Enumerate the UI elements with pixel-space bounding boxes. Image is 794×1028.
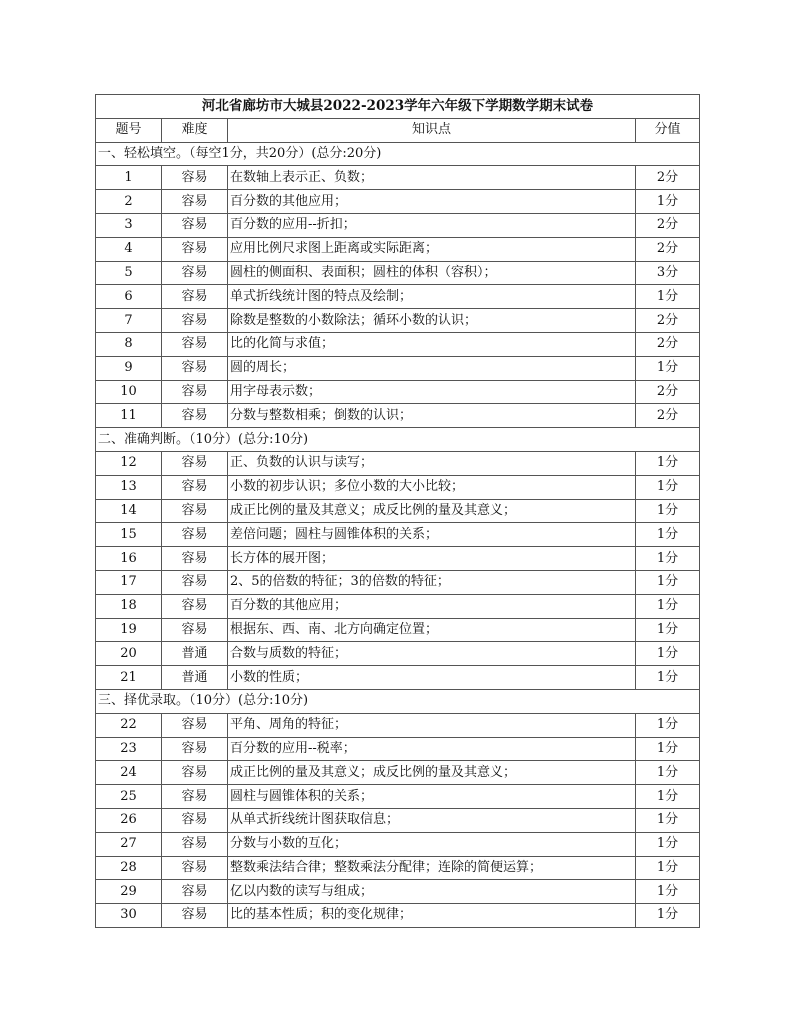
score-cell: 1分 [636,547,700,571]
knowledge-point-cell: 小数的初步认识；多位小数的大小比较； [228,475,636,499]
difficulty-cell: 容易 [162,166,228,190]
score-cell: 1分 [636,475,700,499]
difficulty-cell: 容易 [162,785,228,809]
difficulty-cell: 容易 [162,618,228,642]
knowledge-point-cell: 百分数的应用--税率； [228,737,636,761]
difficulty-cell: 容易 [162,856,228,880]
score-cell: 1分 [636,356,700,380]
score-cell: 1分 [636,713,700,737]
table-row [96,499,700,523]
score-cell: 1分 [636,808,700,832]
table-row [96,404,700,428]
score-cell: 2分 [636,213,700,237]
table-row [96,261,700,285]
difficulty-cell: 容易 [162,570,228,594]
table-row [96,547,700,571]
header-number: 题号 [96,118,162,142]
table-row [96,594,700,618]
table-row [96,475,700,499]
score-cell: 1分 [636,642,700,666]
difficulty-cell: 容易 [162,594,228,618]
question-number: 17 [96,570,162,594]
difficulty-cell: 容易 [162,547,228,571]
question-number: 22 [96,713,162,737]
difficulty-cell: 容易 [162,380,228,404]
difficulty-cell: 容易 [162,309,228,333]
question-number: 24 [96,761,162,785]
difficulty-cell: 容易 [162,832,228,856]
score-cell: 1分 [636,190,700,214]
question-number: 14 [96,499,162,523]
difficulty-cell: 容易 [162,523,228,547]
knowledge-point-cell: 单式折线统计图的特点及绘制； [228,285,636,309]
table-row [96,570,700,594]
question-number: 3 [96,213,162,237]
question-number: 19 [96,618,162,642]
difficulty-cell: 普通 [162,666,228,690]
score-cell: 2分 [636,309,700,333]
question-number: 4 [96,237,162,261]
table-row [96,856,700,880]
score-cell: 1分 [636,285,700,309]
table-row [96,880,700,904]
score-cell: 2分 [636,332,700,356]
table-row [96,832,700,856]
difficulty-cell: 容易 [162,761,228,785]
knowledge-point-cell: 在数轴上表示正、负数； [228,166,636,190]
question-number: 23 [96,737,162,761]
difficulty-cell: 容易 [162,808,228,832]
knowledge-point-cell: 圆柱与圆锥体积的关系； [228,785,636,809]
question-number: 21 [96,666,162,690]
section-heading: 一、轻松填空。（每空1分，共20分）(总分:20分) [96,142,700,166]
score-cell: 1分 [636,761,700,785]
table-row [96,618,700,642]
question-number: 7 [96,309,162,333]
difficulty-cell: 容易 [162,190,228,214]
score-cell: 1分 [636,523,700,547]
knowledge-point-cell: 用字母表示数； [228,380,636,404]
difficulty-cell: 容易 [162,737,228,761]
knowledge-point-cell: 长方体的展开图； [228,547,636,571]
section-row [96,142,700,166]
question-number: 27 [96,832,162,856]
header-row [96,118,700,142]
knowledge-point-cell: 平角、周角的特征； [228,713,636,737]
knowledge-point-cell: 百分数的应用--折扣； [228,213,636,237]
score-cell: 3分 [636,261,700,285]
table-row [96,642,700,666]
knowledge-point-cell: 差倍问题；圆柱与圆锥体积的关系； [228,523,636,547]
score-cell: 1分 [636,570,700,594]
question-number: 9 [96,356,162,380]
knowledge-point-cell: 百分数的其他应用； [228,190,636,214]
score-cell: 1分 [636,618,700,642]
table-row [96,808,700,832]
table-row [96,737,700,761]
table-row [96,713,700,737]
difficulty-cell: 容易 [162,475,228,499]
sheet-title: 河北省廊坊市大城县2022-2023学年六年级下学期数学期末试卷 [96,95,700,119]
question-number: 8 [96,332,162,356]
table-row [96,666,700,690]
knowledge-point-cell: 成正比例的量及其意义；成反比例的量及其意义； [228,499,636,523]
question-number: 18 [96,594,162,618]
knowledge-point-cell: 圆的周长； [228,356,636,380]
score-cell: 2分 [636,404,700,428]
difficulty-cell: 容易 [162,451,228,475]
table-row [96,309,700,333]
table-row [96,785,700,809]
difficulty-cell: 容易 [162,332,228,356]
difficulty-cell: 容易 [162,404,228,428]
table-row [96,451,700,475]
table-row [96,380,700,404]
table-row [96,213,700,237]
question-number: 1 [96,166,162,190]
header-score: 分值 [636,118,700,142]
section-row [96,428,700,452]
question-number: 15 [96,523,162,547]
difficulty-cell: 容易 [162,285,228,309]
question-number: 11 [96,404,162,428]
question-number: 30 [96,904,162,928]
difficulty-cell: 容易 [162,237,228,261]
table-row [96,237,700,261]
difficulty-cell: 容易 [162,880,228,904]
section-heading: 二、准确判断。（10分）(总分:10分) [96,428,700,452]
score-cell: 2分 [636,380,700,404]
question-number: 5 [96,261,162,285]
knowledge-point-cell: 除数是整数的小数除法；循环小数的认识； [228,309,636,333]
table-row [96,166,700,190]
difficulty-cell: 容易 [162,261,228,285]
knowledge-point-cell: 比的基本性质；积的变化规律； [228,904,636,928]
knowledge-point-cell: 根据东、西、南、北方向确定位置； [228,618,636,642]
table-row [96,904,700,928]
question-number: 29 [96,880,162,904]
knowledge-point-cell: 亿以内数的读写与组成； [228,880,636,904]
question-number: 2 [96,190,162,214]
score-cell: 2分 [636,237,700,261]
knowledge-point-cell: 分数与小数的互化； [228,832,636,856]
difficulty-cell: 容易 [162,713,228,737]
question-number: 6 [96,285,162,309]
score-cell: 1分 [636,499,700,523]
knowledge-point-cell: 分数与整数相乘；倒数的认识； [228,404,636,428]
knowledge-point-cell: 小数的性质； [228,666,636,690]
score-cell: 1分 [636,737,700,761]
score-cell: 2分 [636,166,700,190]
table-row [96,190,700,214]
section-heading: 三、择优录取。（10分）(总分:10分) [96,689,700,713]
table-row [96,332,700,356]
knowledge-point-cell: 整数乘法结合律；整数乘法分配律；连除的简便运算； [228,856,636,880]
knowledge-point-cell: 正、负数的认识与读写； [228,451,636,475]
question-number: 25 [96,785,162,809]
knowledge-point-cell: 从单式折线统计图获取信息； [228,808,636,832]
score-cell: 1分 [636,785,700,809]
knowledge-point-cell: 圆柱的侧面积、表面积；圆柱的体积（容积）； [228,261,636,285]
header-knowledge: 知识点 [228,118,636,142]
question-number: 10 [96,380,162,404]
knowledge-point-cell: 百分数的其他应用； [228,594,636,618]
exam-analysis-table [95,94,700,928]
difficulty-cell: 容易 [162,356,228,380]
difficulty-cell: 容易 [162,213,228,237]
question-number: 28 [96,856,162,880]
knowledge-point-cell: 2、5的倍数的特征；3的倍数的特征； [228,570,636,594]
question-number: 12 [96,451,162,475]
knowledge-point-cell: 合数与质数的特征； [228,642,636,666]
score-cell: 1分 [636,856,700,880]
question-number: 16 [96,547,162,571]
score-cell: 1分 [636,832,700,856]
knowledge-point-cell: 比的化简与求值； [228,332,636,356]
table-row [96,523,700,547]
difficulty-cell: 容易 [162,499,228,523]
difficulty-cell: 容易 [162,904,228,928]
knowledge-point-cell: 成正比例的量及其意义；成反比例的量及其意义； [228,761,636,785]
knowledge-point-cell: 应用比例尺求图上距离或实际距离； [228,237,636,261]
score-cell: 1分 [636,451,700,475]
table-row [96,285,700,309]
question-number: 13 [96,475,162,499]
score-cell: 1分 [636,880,700,904]
question-number: 20 [96,642,162,666]
table-row [96,761,700,785]
table-row [96,356,700,380]
difficulty-cell: 普通 [162,642,228,666]
score-cell: 1分 [636,666,700,690]
title-row [96,95,700,119]
header-difficulty: 难度 [162,118,228,142]
score-cell: 1分 [636,904,700,928]
question-number: 26 [96,808,162,832]
section-row [96,689,700,713]
score-cell: 1分 [636,594,700,618]
